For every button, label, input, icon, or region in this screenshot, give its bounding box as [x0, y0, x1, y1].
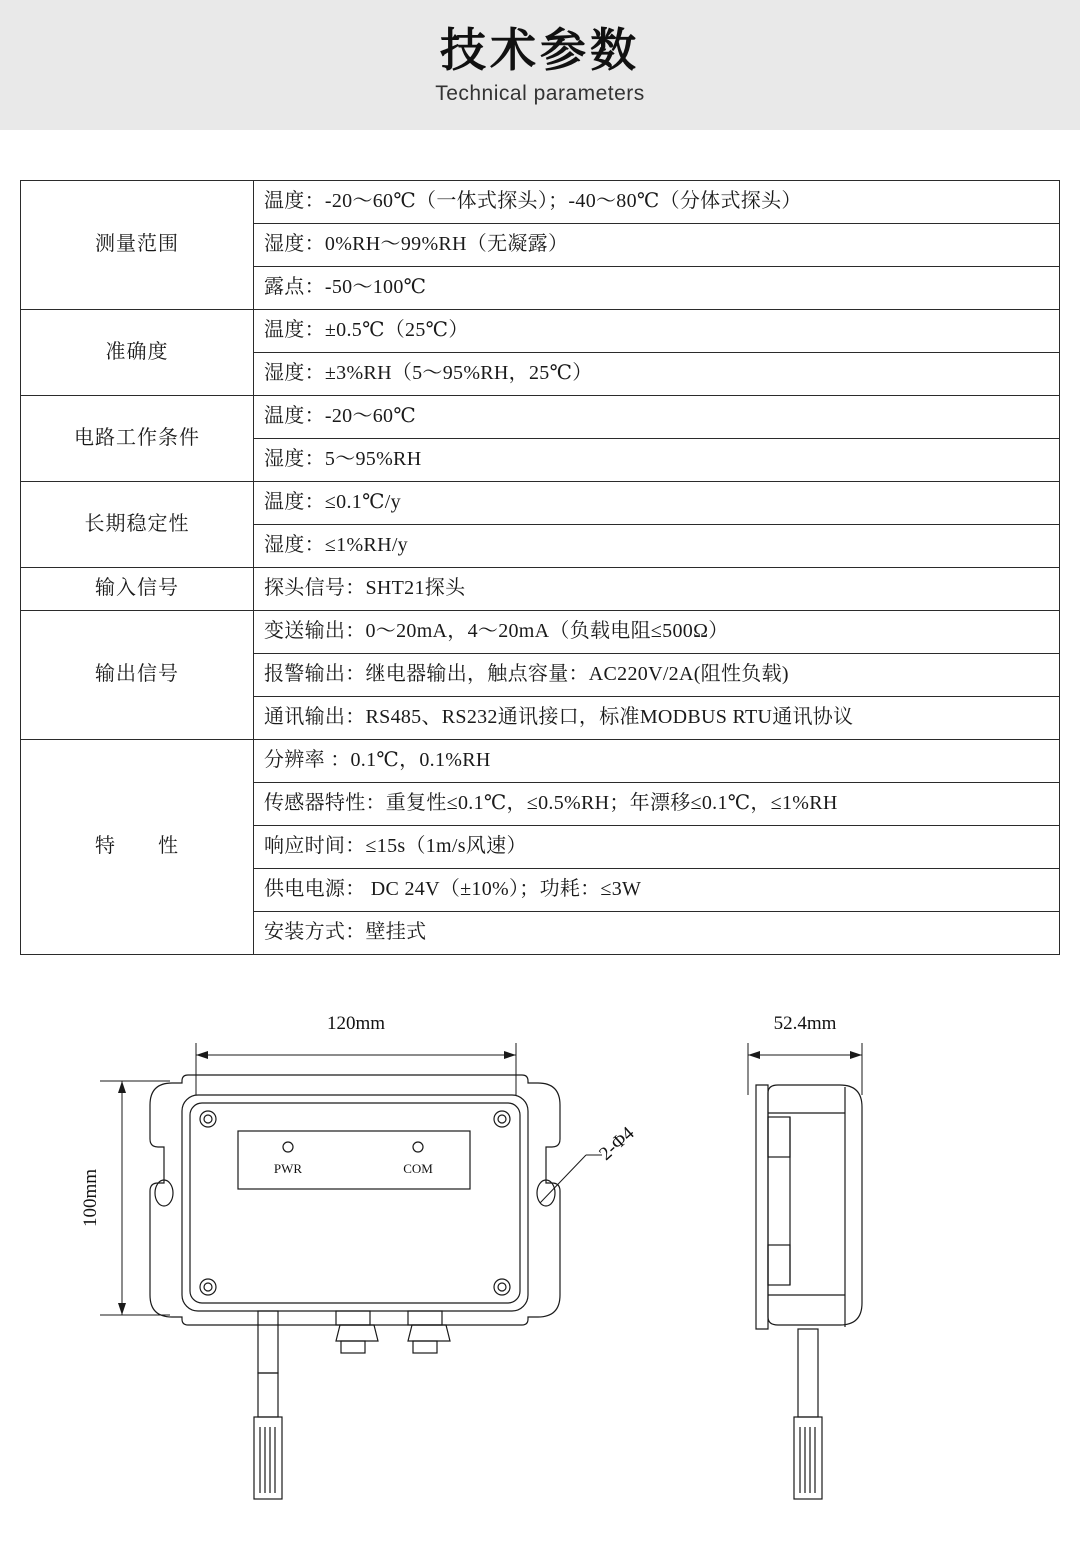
- row-label-output-signal: 输出信号: [21, 611, 254, 740]
- front-body-panel: [182, 1095, 528, 1311]
- cable-gland-icon: [408, 1311, 450, 1353]
- side-probe-filter: [794, 1417, 822, 1499]
- probe-tube: [258, 1373, 278, 1417]
- row-label-characteristics: 特 性: [21, 740, 254, 955]
- screw-hole-icon: [204, 1115, 212, 1123]
- front-height-label: 100mm: [80, 1168, 101, 1228]
- screw-hole-icon: [494, 1279, 510, 1295]
- row-value: 通讯输出：RS485、RS232通讯接口，标准MODBUS RTU通讯协议: [254, 697, 1060, 740]
- table-row: [21, 396, 1060, 439]
- row-value: 安装方式：壁挂式: [254, 912, 1060, 955]
- probe-stem: [258, 1311, 278, 1373]
- row-value: 分辨率 ：0.1℃，0.1%RH: [254, 740, 1060, 783]
- row-label-measurement-range: 测量范围: [21, 181, 254, 310]
- pwr-led-icon: [283, 1142, 293, 1152]
- row-value: 露点：-50～100℃: [254, 267, 1060, 310]
- screw-hole-icon: [200, 1111, 216, 1127]
- mount-ear-hole-icon: [155, 1180, 173, 1206]
- row-value: 响应时间：≤15s（1m/s风速）: [254, 826, 1060, 869]
- mount-ear-hole-icon: [537, 1180, 555, 1206]
- row-value: 温度：-20～60℃（一体式探头）；-40～80℃（分体式探头）: [254, 181, 1060, 224]
- row-value: 湿度：0%RH～99%RH（无凝露）: [254, 224, 1060, 267]
- table-row: [21, 482, 1060, 525]
- side-width-label: 52.4mm: [773, 1013, 837, 1034]
- dimension-drawing: [0, 995, 1080, 1555]
- probe-filter: [254, 1417, 282, 1499]
- pwr-led-label: PWR: [273, 1161, 303, 1176]
- screw-hole-icon: [494, 1111, 510, 1127]
- side-backplate: [756, 1085, 768, 1329]
- row-value: 探头信号：SHT21探头: [254, 568, 1060, 611]
- page-title: 技术参数: [440, 23, 640, 76]
- front-height-dimension: [100, 1081, 170, 1315]
- side-detail-block: [768, 1245, 790, 1285]
- row-value: 温度：≤0.1℃/y: [254, 482, 1060, 525]
- page-subtitle: Technical parameters: [435, 82, 645, 106]
- side-housing-outline: [768, 1085, 862, 1325]
- spec-table-wrapper: [20, 180, 1060, 955]
- side-probe-tube: [798, 1329, 818, 1417]
- row-value: 温度：-20～60℃: [254, 396, 1060, 439]
- hole-callout-leader: [540, 1155, 602, 1203]
- row-value: 变送输出：0～20mA，4～20mA（负载电阻≤500Ω）: [254, 611, 1060, 654]
- row-value: 报警输出：继电器输出，触点容量：AC220V/2A(阻性负载): [254, 654, 1060, 697]
- com-led-label: COM: [403, 1161, 433, 1176]
- table-row: [21, 611, 1060, 654]
- row-label-input-signal: 输入信号: [21, 568, 254, 611]
- row-value: 湿度：±3%RH（5～95%RH，25℃）: [254, 353, 1060, 396]
- hole-callout-label: 2-Φ4: [595, 1122, 639, 1165]
- row-value: 供电电源： DC 24V（±10%）；功耗：≤3W: [254, 869, 1060, 912]
- row-label-accuracy: 准确度: [21, 310, 254, 396]
- row-value: 温度：±0.5℃（25℃）: [254, 310, 1060, 353]
- front-width-dimension: [196, 1043, 516, 1095]
- front-width-label: 120mm: [326, 1013, 386, 1034]
- com-led-icon: [413, 1142, 423, 1152]
- table-row: [21, 568, 1060, 611]
- row-label-operating-conditions: 电路工作条件: [21, 396, 254, 482]
- technical-parameters-table: [20, 180, 1060, 955]
- screw-hole-icon: [200, 1279, 216, 1295]
- table-row: [21, 740, 1060, 783]
- page-header: [0, 0, 1080, 130]
- table-row: [21, 181, 1060, 224]
- table-row: [21, 310, 1060, 353]
- side-detail-block: [768, 1117, 790, 1157]
- row-value: 湿度：≤1%RH/y: [254, 525, 1060, 568]
- screw-hole-icon: [498, 1283, 506, 1291]
- screw-hole-icon: [204, 1283, 212, 1291]
- cable-gland-icon: [336, 1311, 378, 1353]
- row-value: 湿度：5～95%RH: [254, 439, 1060, 482]
- row-value: 传感器特性：重复性≤0.1℃，≤0.5%RH；年漂移≤0.1℃，≤1%RH: [254, 783, 1060, 826]
- front-display-window: [238, 1131, 470, 1189]
- screw-hole-icon: [498, 1115, 506, 1123]
- row-label-long-term-stability: 长期稳定性: [21, 482, 254, 568]
